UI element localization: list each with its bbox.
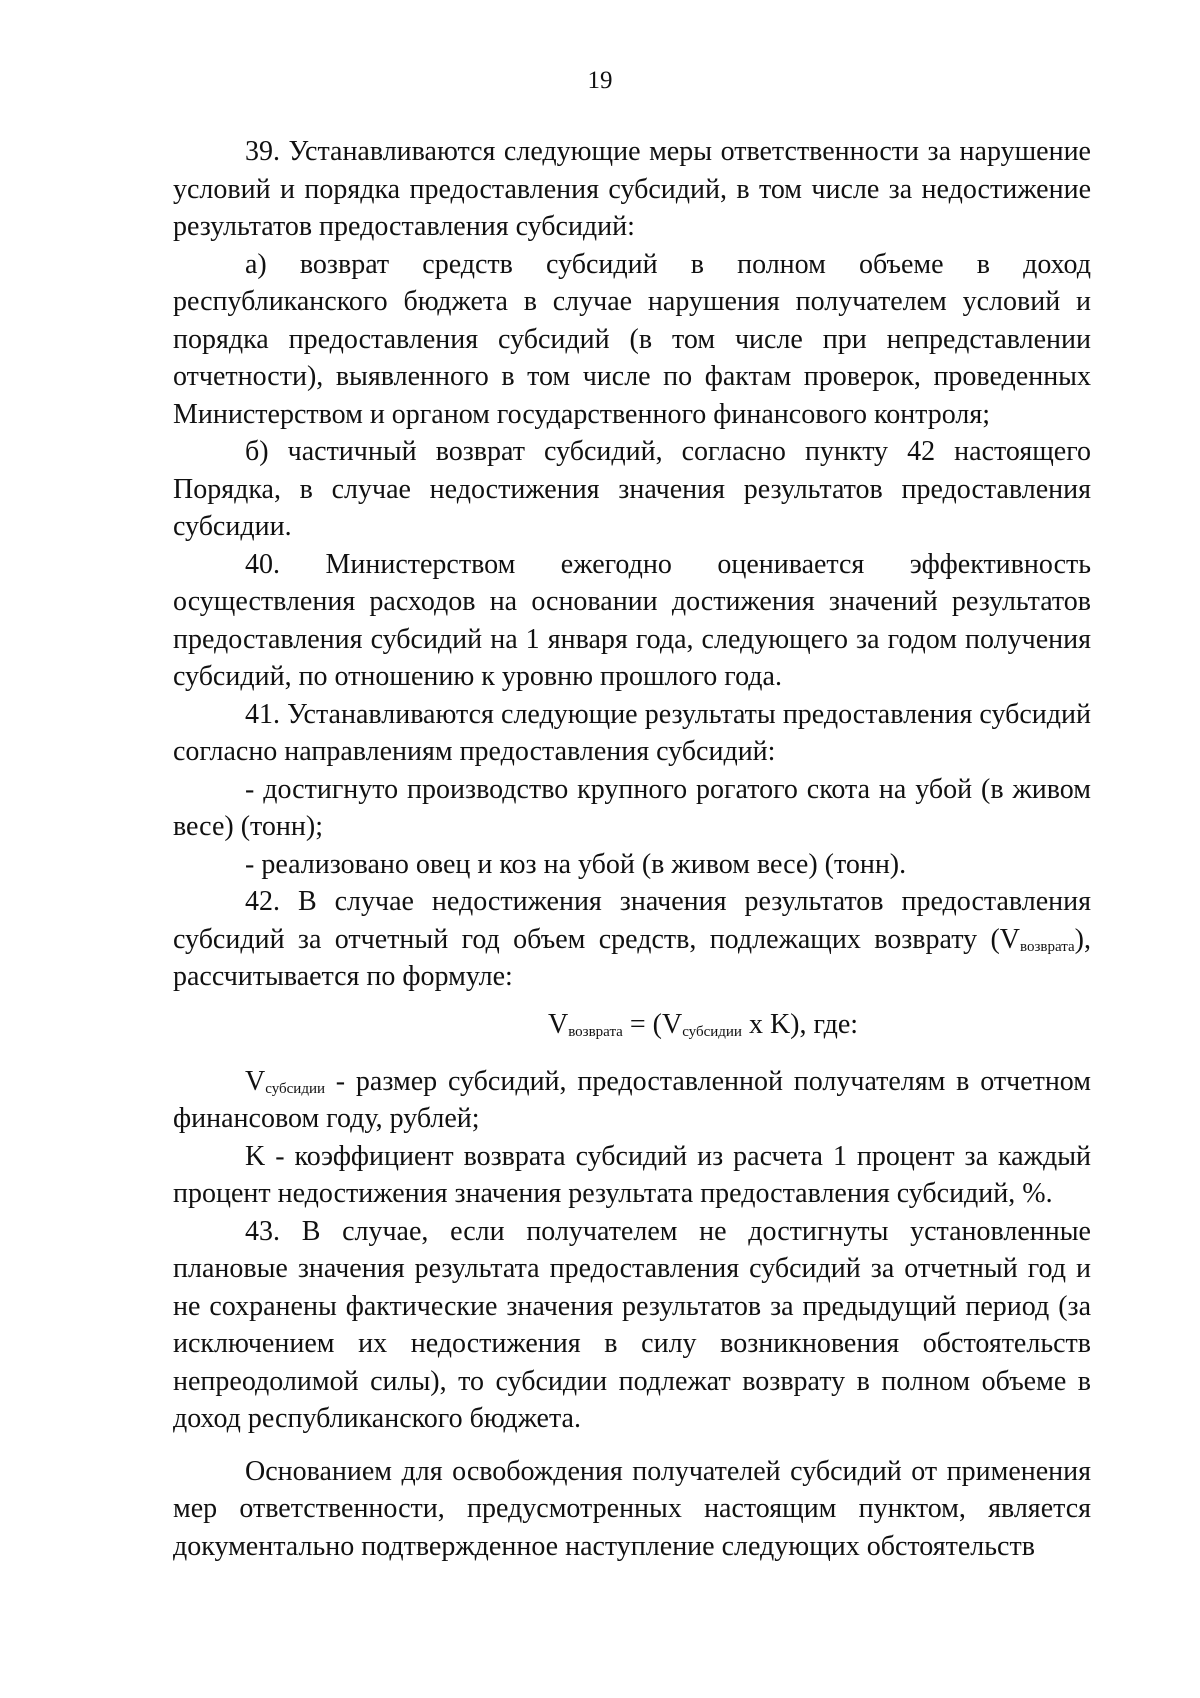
formula-rhs-subscript: субсидии bbox=[682, 1023, 742, 1040]
paragraph-43: 43. В случае, если получателем не достигнуты установленные плановые значения результата предоставления субсидий за отчетный год и не сохранены фактические значения результатов за предыдущий период (за исключением их недостижения в силу возникновения обстоятельств непреодолимой силы), то субсидии подлежат возврату в полном объеме в доход республиканского бюджета. bbox=[173, 1215, 1091, 1434]
paragraph-40: 40. Министерством ежегодно оценивается эффективность осуществления расходов на основании достижения значений результатов предоставления субсидий на 1 января года, следующего за годом получения субсидий, по отношению к уровню прошлого года. bbox=[173, 548, 1091, 692]
definition-v-text: - размер субсидий, предоставленной получателям в отчетном финансовом году, рублей; bbox=[173, 1065, 1091, 1134]
page-number: 19 bbox=[587, 67, 613, 94]
paragraph-42-subscript: возврата bbox=[1020, 938, 1075, 955]
paragraph-41: 41. Устанавливаются следующие результаты предоставления субсидий согласно направлениям предоставления субсидий: bbox=[173, 698, 1091, 767]
paragraph-42-text-after: ), рассчитывается по формуле: bbox=[173, 923, 1091, 992]
paragraph-41-item-1: - достигнуто производство крупного рогатого скота на убой (в живом весе) (тонн); bbox=[173, 773, 1091, 842]
return-formula bbox=[173, 1005, 1091, 1045]
formula-lhs-subscript: возврата bbox=[568, 1023, 623, 1040]
definition-k: K - коэффициент возврата субсидий из расчета 1 процент за каждый процент недостижения значения результата предоставления субсидий, %. bbox=[173, 1140, 1091, 1209]
paragraph-39b: б) частичный возврат субсидий, согласно пункту 42 настоящего Порядка, в случае недостижения значения результатов предоставления субсидии. bbox=[173, 436, 1091, 542]
definition-v-subsidy bbox=[173, 1063, 1091, 1138]
formula-rest: x K), где: bbox=[741, 1008, 859, 1040]
formula-equals-open: = (V bbox=[622, 1008, 683, 1040]
paragraph-39a: а) возврат средств субсидий в полном объеме в доход республиканского бюджета в случае нарушения получателем условий и порядка предоставления субсидий (в том числе при непредставлении отчетности), выявленного в том числе по фактам проверок, проведенных Министерством и органом государственного финансового контроля; bbox=[173, 248, 1091, 430]
paragraph-42-text-before: 42. В случае недостижения значения результатов предоставления субсидий за отчетный год объем средств, подлежащих возврату (V bbox=[173, 886, 1091, 955]
formula-lhs-symbol: V bbox=[547, 1008, 569, 1040]
paragraph-42 bbox=[173, 883, 1091, 996]
definition-v-subscript: субсидии bbox=[265, 1080, 325, 1097]
paragraph-41-item-2: - реализовано овец и коз на убой (в живом весе) (тонн). bbox=[245, 848, 907, 880]
paragraph-39: 39. Устанавливаются следующие меры ответственности за нарушение условий и порядка предоставления субсидий, в том числе за недостижение результатов предоставления субсидий: bbox=[173, 136, 1091, 242]
definition-v-symbol: V bbox=[245, 1065, 266, 1097]
document-body bbox=[173, 133, 1091, 1565]
paragraph-basis: Основанием для освобождения получателей субсидий от применения мер ответственности, предусмотренных настоящим пунктом, является документально подтвержденное наступление следующих обстоятельств bbox=[173, 1455, 1091, 1562]
